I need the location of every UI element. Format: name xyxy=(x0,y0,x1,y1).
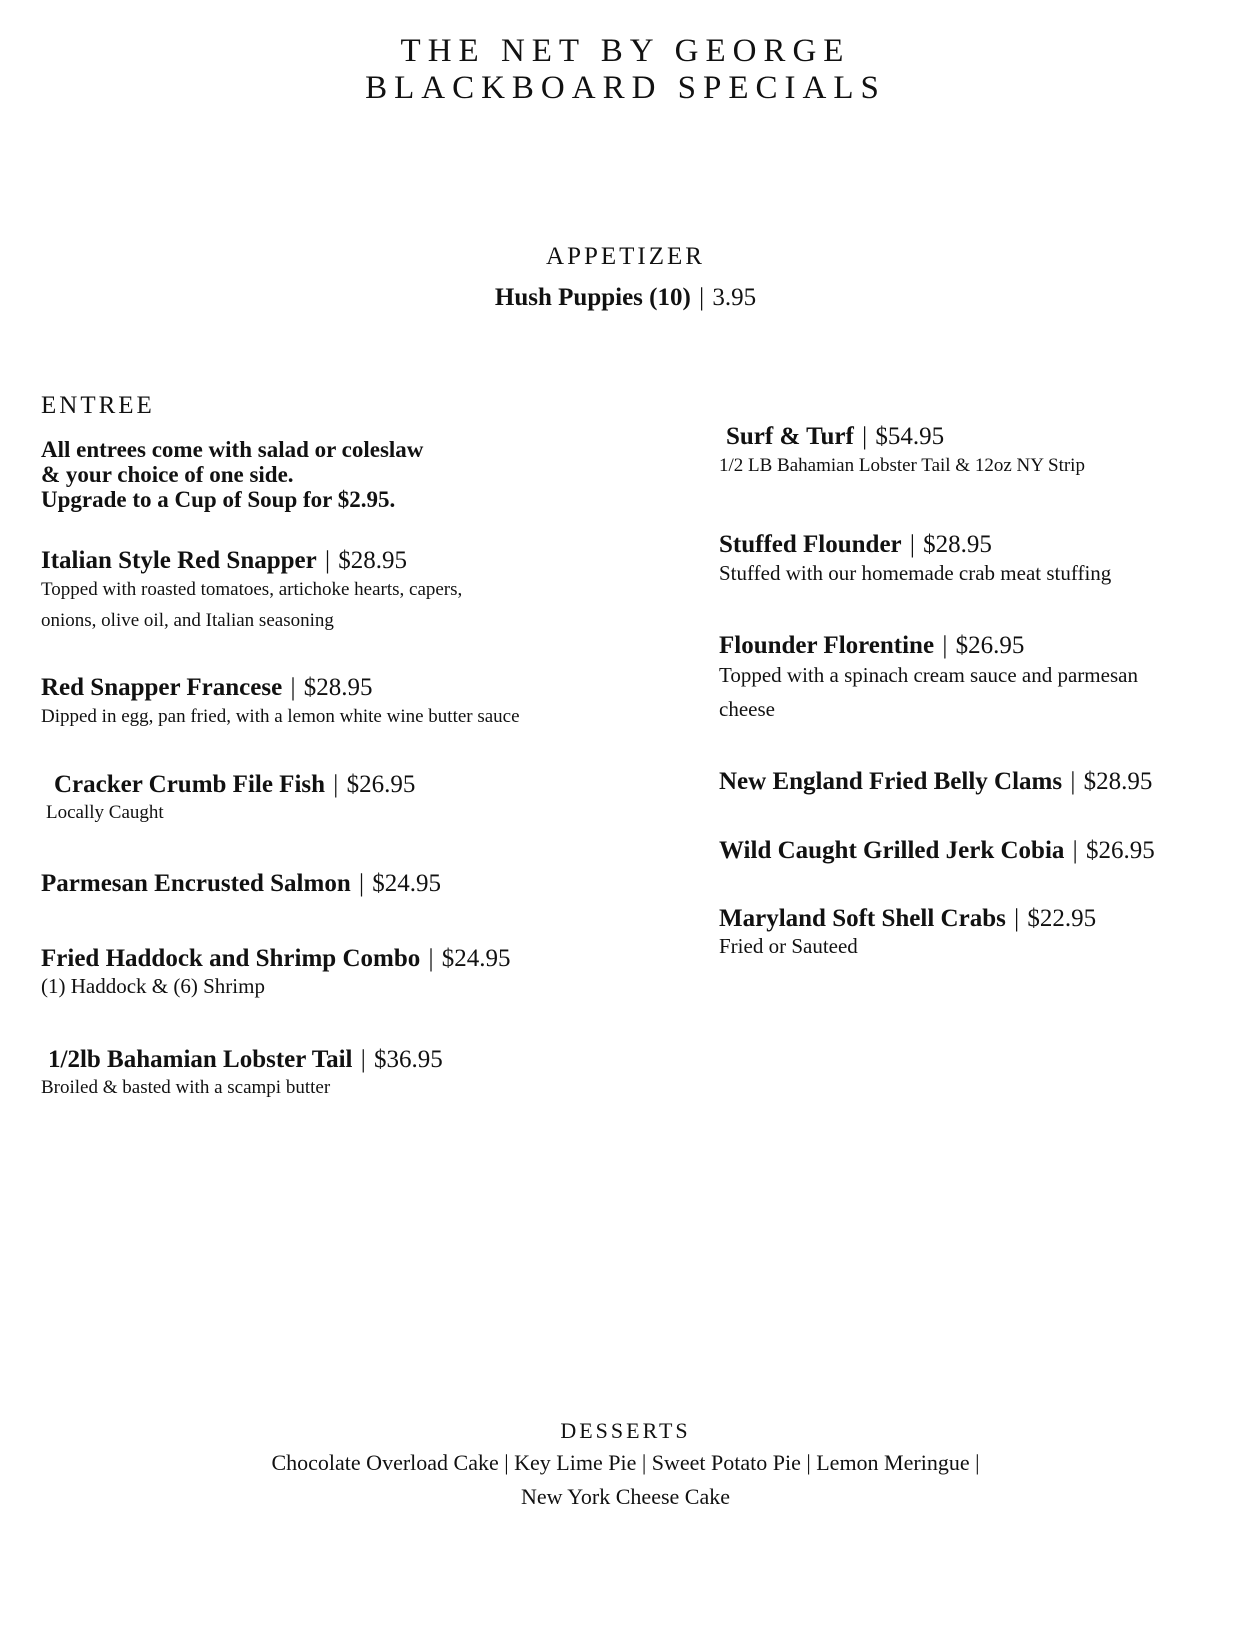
menu-item-name: Flounder Florentine xyxy=(719,632,935,659)
entree-note-line3: Upgrade to a Cup of Soup for $2.95. xyxy=(41,487,396,512)
menu-item-name: Red Snapper Francese xyxy=(41,674,283,701)
menu-item-description: Fried or Sauteed xyxy=(719,934,858,958)
appetizer-heading: APPETIZER xyxy=(546,243,705,270)
menu-item-name: Maryland Soft Shell Crabs xyxy=(719,905,1006,932)
menu-item-description: Broiled & basted with a scampi butter xyxy=(41,1077,331,1098)
appetizer-item-name: Hush Puppies (10) xyxy=(494,284,691,311)
menu-item-price: $54.95 xyxy=(875,423,945,450)
price-separator: | xyxy=(360,1046,366,1073)
price-separator: | xyxy=(699,284,705,311)
menu-item-description: Dipped in egg, pan fried, with a lemon white wine butter sauce xyxy=(41,706,520,727)
entree-heading: ENTREE xyxy=(41,392,155,419)
menu-item-price: $22.95 xyxy=(1027,905,1097,932)
menu-item-price: $24.95 xyxy=(441,945,511,972)
menu-item-name: Cracker Crumb File Fish xyxy=(54,771,326,798)
menu-item-price: $26.95 xyxy=(1085,837,1155,864)
price-separator: | xyxy=(909,531,915,558)
price-separator: | xyxy=(428,945,434,972)
menu-item-price: $26.95 xyxy=(346,771,416,798)
price-separator: | xyxy=(1072,837,1078,864)
menu-title-line1: THE NET BY GEORGE xyxy=(400,33,851,69)
menu-item xyxy=(719,767,1152,797)
price-separator: | xyxy=(324,547,330,574)
menu-item-description: (1) Haddock & (6) Shrimp xyxy=(41,974,265,998)
menu-item-name: Wild Caught Grilled Jerk Cobia xyxy=(719,837,1065,864)
menu-item xyxy=(41,673,372,703)
price-separator: | xyxy=(333,771,339,798)
menu-item-price: $28.95 xyxy=(1083,768,1153,795)
price-separator: | xyxy=(290,674,296,701)
menu-item xyxy=(41,546,407,576)
appetizer-item xyxy=(0,283,1251,313)
menu-item-description: Locally Caught xyxy=(46,802,164,823)
menu-item-name: Fried Haddock and Shrimp Combo xyxy=(41,945,421,972)
desserts-list-line1: Chocolate Overload Cake | Key Lime Pie | Sweet Potato Pie | Lemon Meringue | xyxy=(271,1450,980,1475)
menu-item-price: $26.95 xyxy=(955,632,1025,659)
entree-note-line2: & your choice of one side. xyxy=(41,462,294,487)
menu-item xyxy=(41,869,441,899)
menu-item-name: 1/2lb Bahamian Lobster Tail xyxy=(48,1046,353,1073)
menu-item-price: $28.95 xyxy=(338,547,407,574)
menu-item xyxy=(48,1045,443,1075)
menu-item xyxy=(719,836,1155,866)
price-separator: | xyxy=(942,632,948,659)
menu-item xyxy=(726,422,944,452)
menu-item-description: Stuffed with our homemade crab meat stuffing xyxy=(719,561,1112,585)
menu-item-name: New England Fried Belly Clams xyxy=(719,768,1063,795)
menu-title-line2: BLACKBOARD SPECIALS xyxy=(365,70,886,106)
entree-note-line1: All entrees come with salad or coleslaw xyxy=(41,437,424,462)
menu-item-name: Surf & Turf xyxy=(726,423,854,450)
price-separator: | xyxy=(862,423,868,450)
menu-item-description: 1/2 LB Bahamian Lobster Tail & 12oz NY Strip xyxy=(719,455,1085,476)
menu-item-name: Stuffed Flounder xyxy=(719,531,902,558)
menu-item xyxy=(719,631,1024,661)
menu-item-price: $24.95 xyxy=(372,870,441,897)
menu-item-price: $28.95 xyxy=(923,531,992,558)
menu-item-description: onions, olive oil, and Italian seasoning xyxy=(41,610,334,631)
menu-item-description: cheese xyxy=(719,697,775,721)
desserts-list-line2: New York Cheese Cake xyxy=(521,1484,730,1509)
appetizer-item-price: 3.95 xyxy=(712,284,757,311)
price-separator: | xyxy=(358,870,364,897)
menu-item-name: Parmesan Encrusted Salmon xyxy=(41,870,351,897)
menu-item-price: $28.95 xyxy=(303,674,373,701)
price-separator: | xyxy=(1014,905,1020,932)
menu-item-description: Topped with roasted tomatoes, artichoke hearts, capers, xyxy=(41,579,463,600)
menu-item-price: $36.95 xyxy=(374,1046,443,1073)
menu-item-description: Topped with a spinach cream sauce and parmesan xyxy=(719,663,1138,687)
menu-item-name: Italian Style Red Snapper xyxy=(41,547,317,574)
price-separator: | xyxy=(1070,768,1076,795)
desserts-heading: DESSERTS xyxy=(560,1418,691,1443)
menu-item xyxy=(54,770,415,800)
